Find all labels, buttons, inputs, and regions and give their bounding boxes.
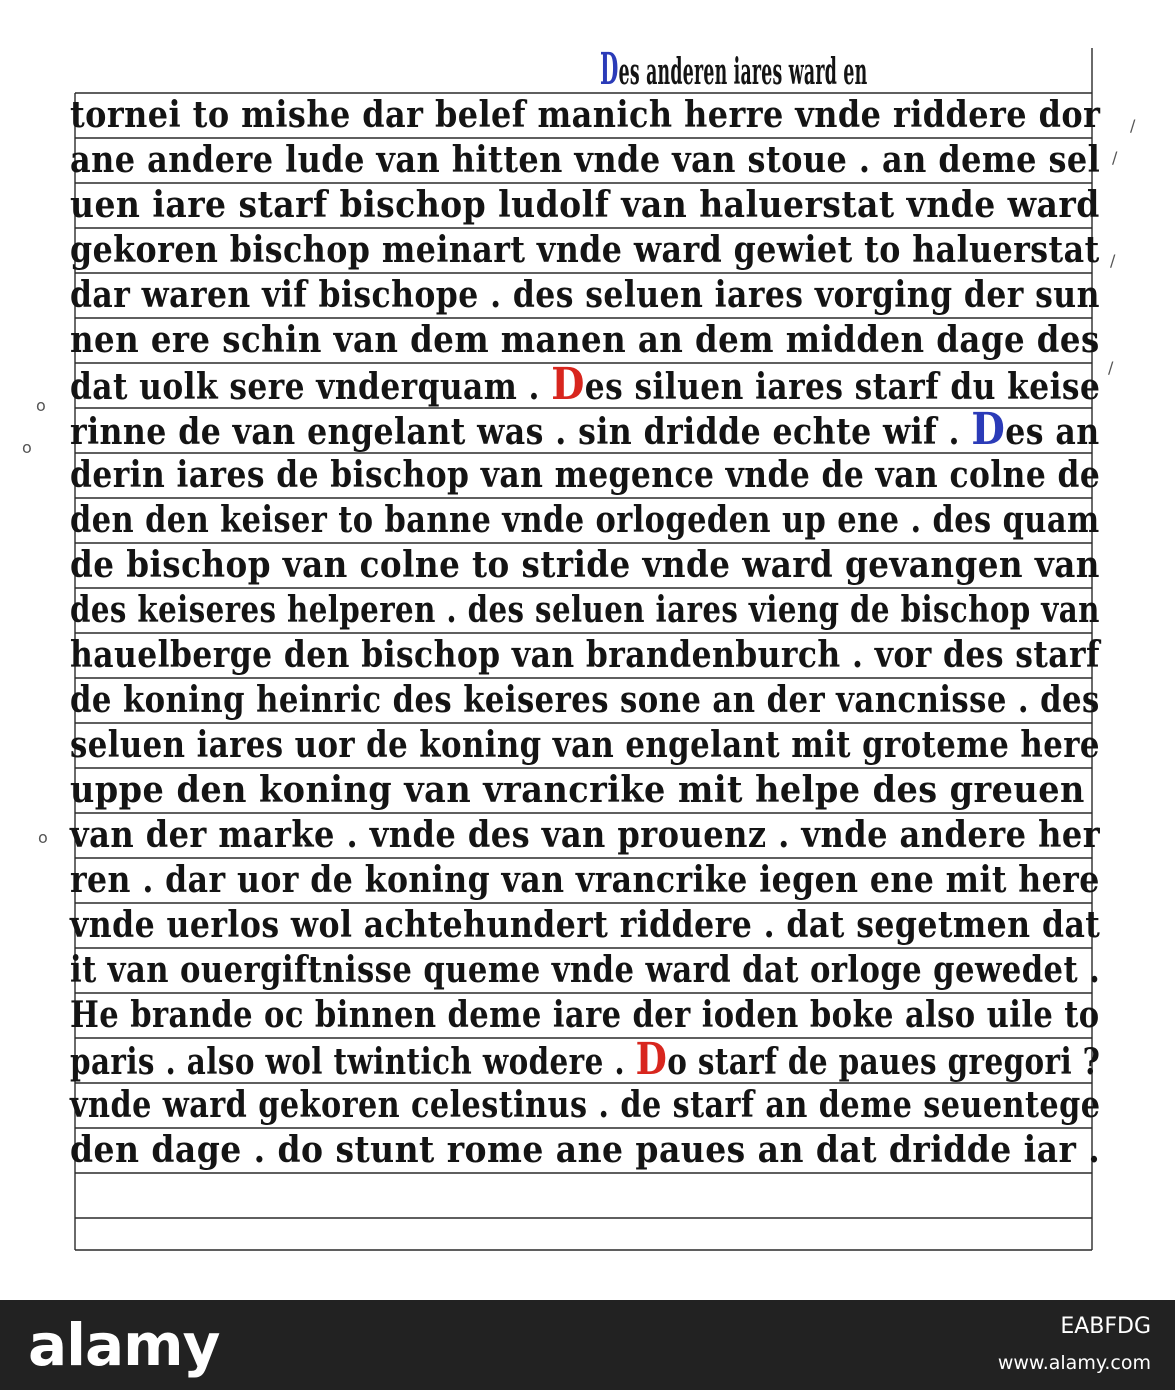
- line-text: ane andere lude van hitten vnde van stoue . an deme sel: [70, 139, 1101, 181]
- manuscript-line: [70, 93, 1101, 137]
- manuscript-line: [70, 273, 1100, 317]
- manuscript-line: [70, 633, 1100, 677]
- manuscript-line: [70, 948, 1101, 992]
- line-text: es an: [1005, 411, 1100, 453]
- line-text: rinne de van engelant was . sin dridde echte wif .: [70, 411, 960, 453]
- image-url: www.alamy.com: [997, 1352, 1151, 1374]
- manuscript-line: [600, 44, 1100, 95]
- manuscript-line: [70, 1083, 1101, 1127]
- manuscript-line: [70, 404, 1100, 455]
- manuscript-line: [70, 543, 1100, 587]
- line-text: de bischop van colne to stride vnde ward gevangen van: [70, 544, 1100, 586]
- manuscript-line: [70, 588, 1100, 632]
- manuscript-line: [70, 498, 1100, 542]
- image-id: EABFDG: [1060, 1314, 1151, 1339]
- line-text: nen ere schin van dem manen an dem midden dage des: [70, 319, 1100, 361]
- margin-mark: o: [22, 438, 32, 457]
- manuscript-line: [70, 183, 1100, 227]
- line-text: uppe den koning van vrancrike mit helpe des greuen: [70, 769, 1085, 811]
- line-text: es siluen iares starf du keise: [584, 366, 1101, 408]
- line-text: den den keiser to banne vnde orlogeden up ene . des quam: [70, 499, 1100, 541]
- line-text: van der marke . vnde des van prouenz . vnde andere her: [70, 814, 1101, 856]
- manuscript-line: [70, 723, 1100, 767]
- manuscript-line: [70, 768, 1085, 812]
- manuscript-line: [70, 813, 1101, 857]
- line-text: vnde ward gekoren celestinus . de starf an deme seuentege: [70, 1084, 1101, 1126]
- line-text: tornei to mishe dar belef manich herre vnde riddere dor: [70, 94, 1101, 136]
- line-text: gekoren bischop meinart vnde ward gewiet to haluerstat: [70, 229, 1100, 271]
- manuscript-line: [70, 453, 1101, 497]
- margin-mark: /: [1110, 251, 1116, 270]
- line-text: des keiseres helperen . des seluen iares vieng de bischop van: [70, 589, 1100, 631]
- line-text: dat uolk sere vnderquam .: [70, 366, 540, 408]
- margin-mark: /: [1112, 148, 1118, 167]
- line-text: ren . dar uor de koning van vrancrike iegen ene mit here: [70, 859, 1100, 901]
- margin-mark: /: [1108, 358, 1114, 377]
- manuscript-line: [70, 318, 1100, 362]
- manuscript-line: [70, 228, 1100, 272]
- line-text: it van ouergiftnisse queme vnde ward dat orloge gewedet .: [70, 949, 1101, 991]
- line-text: paris . also wol twintich wodere .: [70, 1041, 625, 1083]
- line-text: He brande oc binnen deme iare der ioden boke also uile to: [70, 994, 1100, 1036]
- manuscript-line: [70, 138, 1101, 182]
- manuscript-line: [70, 678, 1100, 722]
- decorated-initial: D: [971, 404, 1006, 455]
- line-text: den dage . do stunt rome ane paues an dat dridde iar .: [70, 1129, 1101, 1171]
- watermark-footer: [0, 1300, 1175, 1390]
- line-text: es anderen iares ward en: [618, 51, 868, 93]
- line-text: vnde uerlos wol achtehundert riddere . dat segetmen dat: [70, 904, 1101, 946]
- line-text: de koning heinric des keiseres sone an der vancnisse . des: [70, 679, 1100, 721]
- line-text: seluen iares uor de koning van engelant mit groteme here: [70, 724, 1100, 766]
- line-text: uen iare starf bischop ludolf van haluerstat vnde ward: [70, 184, 1100, 226]
- margin-mark: /: [1130, 116, 1136, 135]
- manuscript-line: [70, 903, 1101, 947]
- decorated-initial: D: [635, 1034, 668, 1085]
- alamy-logo: alamy: [28, 1311, 220, 1379]
- margin-mark: o: [36, 396, 46, 415]
- manuscript-line: [70, 858, 1100, 902]
- manuscript-line: [70, 1034, 1101, 1085]
- line-text: o starf de paues gregori ?: [667, 1041, 1101, 1083]
- line-text: dar waren vif bischope . des seluen iares vorging der sun: [70, 274, 1100, 316]
- manuscript-line: [70, 1128, 1101, 1172]
- line-text: derin iares de bischop van megence vnde de van colne de: [70, 454, 1101, 496]
- margin-mark: o: [38, 828, 48, 847]
- manuscript-line: [70, 993, 1100, 1037]
- decorated-initial: D: [551, 359, 585, 410]
- manuscript-line: [70, 359, 1101, 410]
- decorated-initial: D: [600, 44, 619, 95]
- line-text: hauelberge den bischop van brandenburch . vor des starf: [70, 634, 1100, 676]
